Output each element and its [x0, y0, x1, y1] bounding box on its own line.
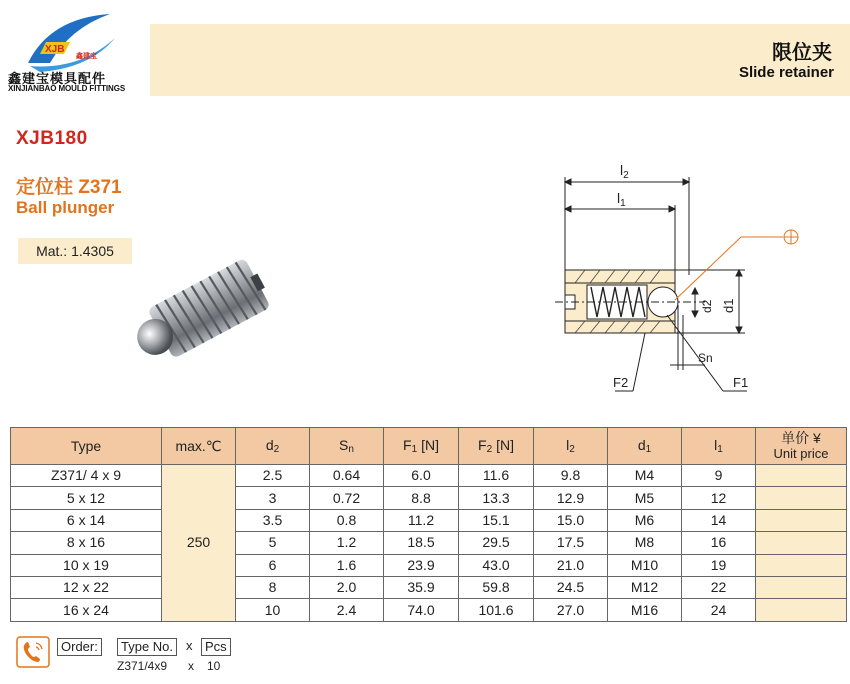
- cell-price: [756, 509, 847, 531]
- cell-l2: 24.5: [534, 576, 608, 598]
- cell-type: 12 x 22: [11, 576, 162, 598]
- brand-name-en: XINJIANBAO MOULD FITTINGS: [8, 84, 126, 93]
- cell-d1: M8: [608, 532, 682, 554]
- table-row: [11, 532, 847, 554]
- cell-d2: 2.5: [236, 465, 310, 487]
- label-f2: F2: [613, 375, 629, 390]
- cell-d2: 8: [236, 576, 310, 598]
- cell-f2: 43.0: [459, 554, 534, 576]
- cell-sn: 2.4: [310, 599, 384, 621]
- label-f1: F1: [733, 375, 749, 390]
- order-multiply: x: [186, 638, 193, 653]
- cell-d1: M4: [608, 465, 682, 487]
- cell-l1: 19: [682, 554, 756, 576]
- cell-type: 6 x 14: [11, 509, 162, 531]
- technical-drawing: [545, 155, 845, 405]
- cell-d2: 5: [236, 532, 310, 554]
- dim-sn: Sn: [698, 351, 713, 365]
- dim-l1: $l_1$: [617, 190, 626, 209]
- header-f1: $F_1$ [N]: [384, 428, 459, 465]
- cell-d2: 3: [236, 487, 310, 509]
- cell-l1: 16: [682, 532, 756, 554]
- dim-d1: d1: [721, 298, 736, 313]
- header-l2: $l_2$: [534, 428, 608, 465]
- cell-f2: 11.6: [459, 465, 534, 487]
- table-header-row: [11, 428, 847, 465]
- cell-l2: 12.9: [534, 487, 608, 509]
- table-row: [11, 509, 847, 531]
- cell-type: Z371/ 4 x 9: [11, 465, 162, 487]
- order-example-multiply: x: [188, 659, 194, 673]
- cell-l1: 22: [682, 576, 756, 598]
- cell-f2: 15.1: [459, 509, 534, 531]
- cell-f1: 74.0: [384, 599, 459, 621]
- cell-l1: 12: [682, 487, 756, 509]
- cell-d1: M6: [608, 509, 682, 531]
- cell-type: 5 x 12: [11, 487, 162, 509]
- cell-price: [756, 599, 847, 621]
- table-row: [11, 576, 847, 598]
- cell-type: 10 x 19: [11, 554, 162, 576]
- cell-sn: 0.72: [310, 487, 384, 509]
- logo-sub: 鑫建宝: [76, 52, 97, 60]
- cell-l2: 17.5: [534, 532, 608, 554]
- header-d1: $d_1$: [608, 428, 682, 465]
- cell-sn: 2.0: [310, 576, 384, 598]
- header-title-cn: 限位夹: [772, 42, 832, 64]
- header-sn: $S_n$: [310, 428, 384, 465]
- cell-l2: 21.0: [534, 554, 608, 576]
- cell-sn: 0.8: [310, 509, 384, 531]
- cell-price: [756, 487, 847, 509]
- cell-type: 16 x 24: [11, 599, 162, 621]
- cell-f1: 11.2: [384, 509, 459, 531]
- cell-price: [756, 465, 847, 487]
- table-row: [11, 554, 847, 576]
- cell-l1: 9: [682, 465, 756, 487]
- cell-d1: M12: [608, 576, 682, 598]
- cell-l2: 9.8: [534, 465, 608, 487]
- brand-name-cn: 鑫建宝模具配件: [8, 71, 107, 86]
- header-f2: $F_2$ [N]: [459, 428, 534, 465]
- cell-max-temp: 250: [162, 465, 236, 622]
- cell-f2: 13.3: [459, 487, 534, 509]
- header-maxc: max.℃: [162, 428, 236, 465]
- cell-f2: 59.8: [459, 576, 534, 598]
- cell-price: [756, 554, 847, 576]
- cell-sn: 0.64: [310, 465, 384, 487]
- logo-text: XJB: [45, 44, 65, 55]
- header-type: Type: [11, 428, 162, 465]
- cell-l2: 27.0: [534, 599, 608, 621]
- cell-price: [756, 576, 847, 598]
- order-pcs-label: Pcs: [201, 638, 231, 656]
- phone-icon: [16, 636, 50, 668]
- cell-d2: 10: [236, 599, 310, 621]
- cell-d2: 3.5: [236, 509, 310, 531]
- cell-l1: 24: [682, 599, 756, 621]
- material-badge: Mat.: 1.4305: [18, 238, 132, 264]
- product-name-cn: 定位柱 Z371: [16, 177, 122, 198]
- header-title-en: Slide retainer: [738, 64, 834, 81]
- order-type-label: Type No.: [117, 638, 177, 656]
- cell-d1: M10: [608, 554, 682, 576]
- cell-price: [756, 532, 847, 554]
- cell-f2: 101.6: [459, 599, 534, 621]
- cell-f2: 29.5: [459, 532, 534, 554]
- cell-sn: 1.2: [310, 532, 384, 554]
- cell-type: 8 x 16: [11, 532, 162, 554]
- cell-d1: M16: [608, 599, 682, 621]
- cell-d2: 6: [236, 554, 310, 576]
- header-band: [150, 24, 850, 96]
- header-price: 单价 ¥ Unit price: [756, 428, 847, 465]
- cell-d1: M5: [608, 487, 682, 509]
- header-d2: $d_2$: [236, 428, 310, 465]
- product-name-en: Ball plunger: [16, 198, 115, 217]
- dim-l2: $l_2$: [620, 162, 629, 181]
- order-example-type: Z371/4x9: [117, 659, 168, 673]
- cell-f1: 18.5: [384, 532, 459, 554]
- product-code: XJB180: [16, 128, 88, 149]
- ball-plunger-photo: [125, 245, 295, 375]
- order-label: Order:: [57, 638, 102, 656]
- cell-l1: 14: [682, 509, 756, 531]
- table-row: [11, 465, 847, 487]
- cell-l2: 15.0: [534, 509, 608, 531]
- table-row: [11, 599, 847, 621]
- header-l1: $l_1$: [682, 428, 756, 465]
- cell-f1: 35.9: [384, 576, 459, 598]
- cell-sn: 1.6: [310, 554, 384, 576]
- table-row: [11, 487, 847, 509]
- cell-f1: 6.0: [384, 465, 459, 487]
- cell-f1: 23.9: [384, 554, 459, 576]
- dim-d2: d2: [700, 299, 714, 313]
- spec-table: [10, 427, 847, 622]
- cell-f1: 8.8: [384, 487, 459, 509]
- order-example-qty: 10: [207, 659, 221, 673]
